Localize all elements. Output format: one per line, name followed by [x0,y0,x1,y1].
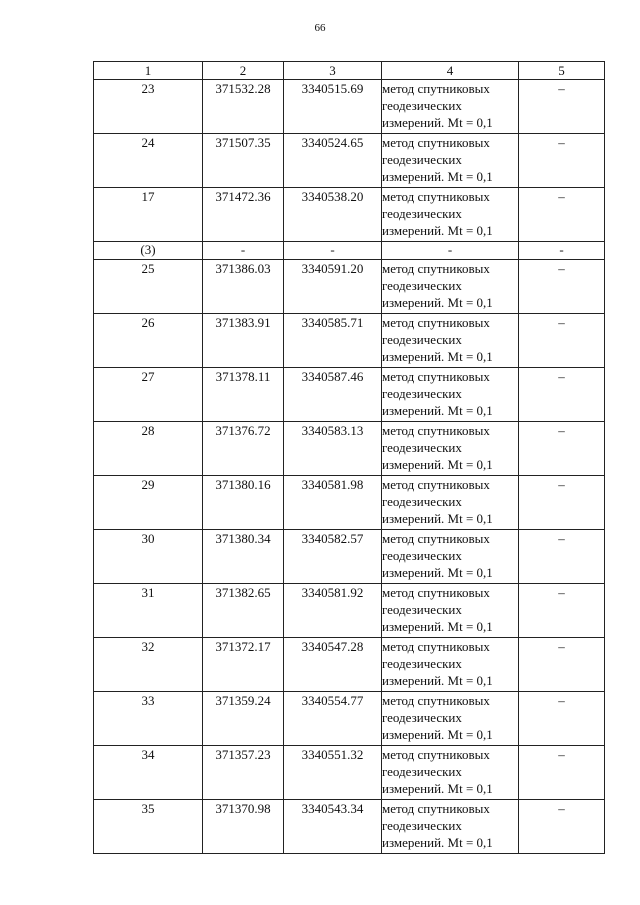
note-cell: – [519,188,605,242]
point-number-cell: 26 [94,314,203,368]
y-coordinate-cell: 3340547.28 [284,638,382,692]
point-number-cell: 31 [94,584,203,638]
separator-row [94,242,605,260]
table-row [94,260,605,314]
x-coordinate-cell: 371380.34 [203,530,284,584]
table-row [94,692,605,746]
note-cell: – [519,422,605,476]
point-number-cell: 33 [94,692,203,746]
x-coordinate-cell: 371359.24 [203,692,284,746]
y-coordinate-cell: 3340524.65 [284,134,382,188]
method-cell: метод спутниковых геодезических измерений. Mt = 0,1 [382,746,519,800]
y-coordinate-cell: 3340581.98 [284,476,382,530]
y-coordinate-cell: 3340583.13 [284,422,382,476]
note-cell: – [519,530,605,584]
method-cell: метод спутниковых геодезических измерений. Mt = 0,1 [382,314,519,368]
point-number-cell: (3) [94,242,203,260]
note-cell: – [519,314,605,368]
table-row [94,746,605,800]
method-cell: метод спутниковых геодезических измерений. Mt = 0,1 [382,80,519,134]
method-cell: метод спутниковых геодезических измерений. Mt = 0,1 [382,638,519,692]
note-cell: – [519,584,605,638]
page-number: 66 [314,22,326,34]
method-cell: - [382,242,519,260]
x-coordinate-cell: 371383.91 [203,314,284,368]
method-cell: метод спутниковых геодезических измерений. Mt = 0,1 [382,584,519,638]
note-cell: – [519,746,605,800]
x-coordinate-cell: 371380.16 [203,476,284,530]
method-cell: метод спутниковых геодезических измерений. Mt = 0,1 [382,260,519,314]
table-row [94,800,605,854]
method-cell: метод спутниковых геодезических измерений. Mt = 0,1 [382,692,519,746]
point-number-cell: 30 [94,530,203,584]
method-cell: метод спутниковых геодезических измерений. Mt = 0,1 [382,530,519,584]
note-cell: – [519,800,605,854]
point-number-cell: 24 [94,134,203,188]
method-cell: метод спутниковых геодезических измерений. Mt = 0,1 [382,800,519,854]
x-coordinate-cell: 371378.11 [203,368,284,422]
point-number-cell: 17 [94,188,203,242]
note-cell: – [519,476,605,530]
table-body [94,80,605,854]
y-coordinate-cell: 3340587.46 [284,368,382,422]
header-col-4: 4 [382,62,519,80]
table-row [94,314,605,368]
header-col-2: 2 [203,62,284,80]
table-row [94,422,605,476]
x-coordinate-cell: 371382.65 [203,584,284,638]
method-cell: метод спутниковых геодезических измерений. Mt = 0,1 [382,422,519,476]
y-coordinate-cell: 3340543.34 [284,800,382,854]
method-cell: метод спутниковых геодезических измерений. Mt = 0,1 [382,188,519,242]
method-cell: метод спутниковых геодезических измерений. Mt = 0,1 [382,476,519,530]
x-coordinate-cell: 371532.28 [203,80,284,134]
x-coordinate-cell: 371507.35 [203,134,284,188]
x-coordinate-cell: 371472.36 [203,188,284,242]
note-cell: – [519,260,605,314]
table-row [94,188,605,242]
y-coordinate-cell: 3340515.69 [284,80,382,134]
table-row [94,584,605,638]
table-row [94,476,605,530]
note-cell: – [519,638,605,692]
point-number-cell: 35 [94,800,203,854]
note-cell: – [519,134,605,188]
header-row [94,62,605,80]
note-cell: – [519,80,605,134]
x-coordinate-cell: 371370.98 [203,800,284,854]
note-cell: - [519,242,605,260]
x-coordinate-cell: - [203,242,284,260]
method-cell: метод спутниковых геодезических измерений. Mt = 0,1 [382,134,519,188]
note-cell: – [519,692,605,746]
header-col-1: 1 [94,62,203,80]
y-coordinate-cell: 3340582.57 [284,530,382,584]
x-coordinate-cell: 371357.23 [203,746,284,800]
point-number-cell: 28 [94,422,203,476]
table-header [94,62,605,80]
y-coordinate-cell: 3340591.20 [284,260,382,314]
point-number-cell: 23 [94,80,203,134]
y-coordinate-cell: 3340554.77 [284,692,382,746]
point-number-cell: 34 [94,746,203,800]
table-row [94,530,605,584]
x-coordinate-cell: 371386.03 [203,260,284,314]
point-number-cell: 27 [94,368,203,422]
header-col-3: 3 [284,62,382,80]
coordinates-table [93,61,605,854]
x-coordinate-cell: 371372.17 [203,638,284,692]
y-coordinate-cell: 3340585.71 [284,314,382,368]
note-cell: – [519,368,605,422]
point-number-cell: 25 [94,260,203,314]
point-number-cell: 29 [94,476,203,530]
y-coordinate-cell: 3340581.92 [284,584,382,638]
y-coordinate-cell: 3340551.32 [284,746,382,800]
y-coordinate-cell: - [284,242,382,260]
table-row [94,80,605,134]
point-number-cell: 32 [94,638,203,692]
x-coordinate-cell: 371376.72 [203,422,284,476]
table-row [94,638,605,692]
header-col-5: 5 [519,62,605,80]
table-row [94,368,605,422]
table-row [94,134,605,188]
y-coordinate-cell: 3340538.20 [284,188,382,242]
method-cell: метод спутниковых геодезических измерений. Mt = 0,1 [382,368,519,422]
